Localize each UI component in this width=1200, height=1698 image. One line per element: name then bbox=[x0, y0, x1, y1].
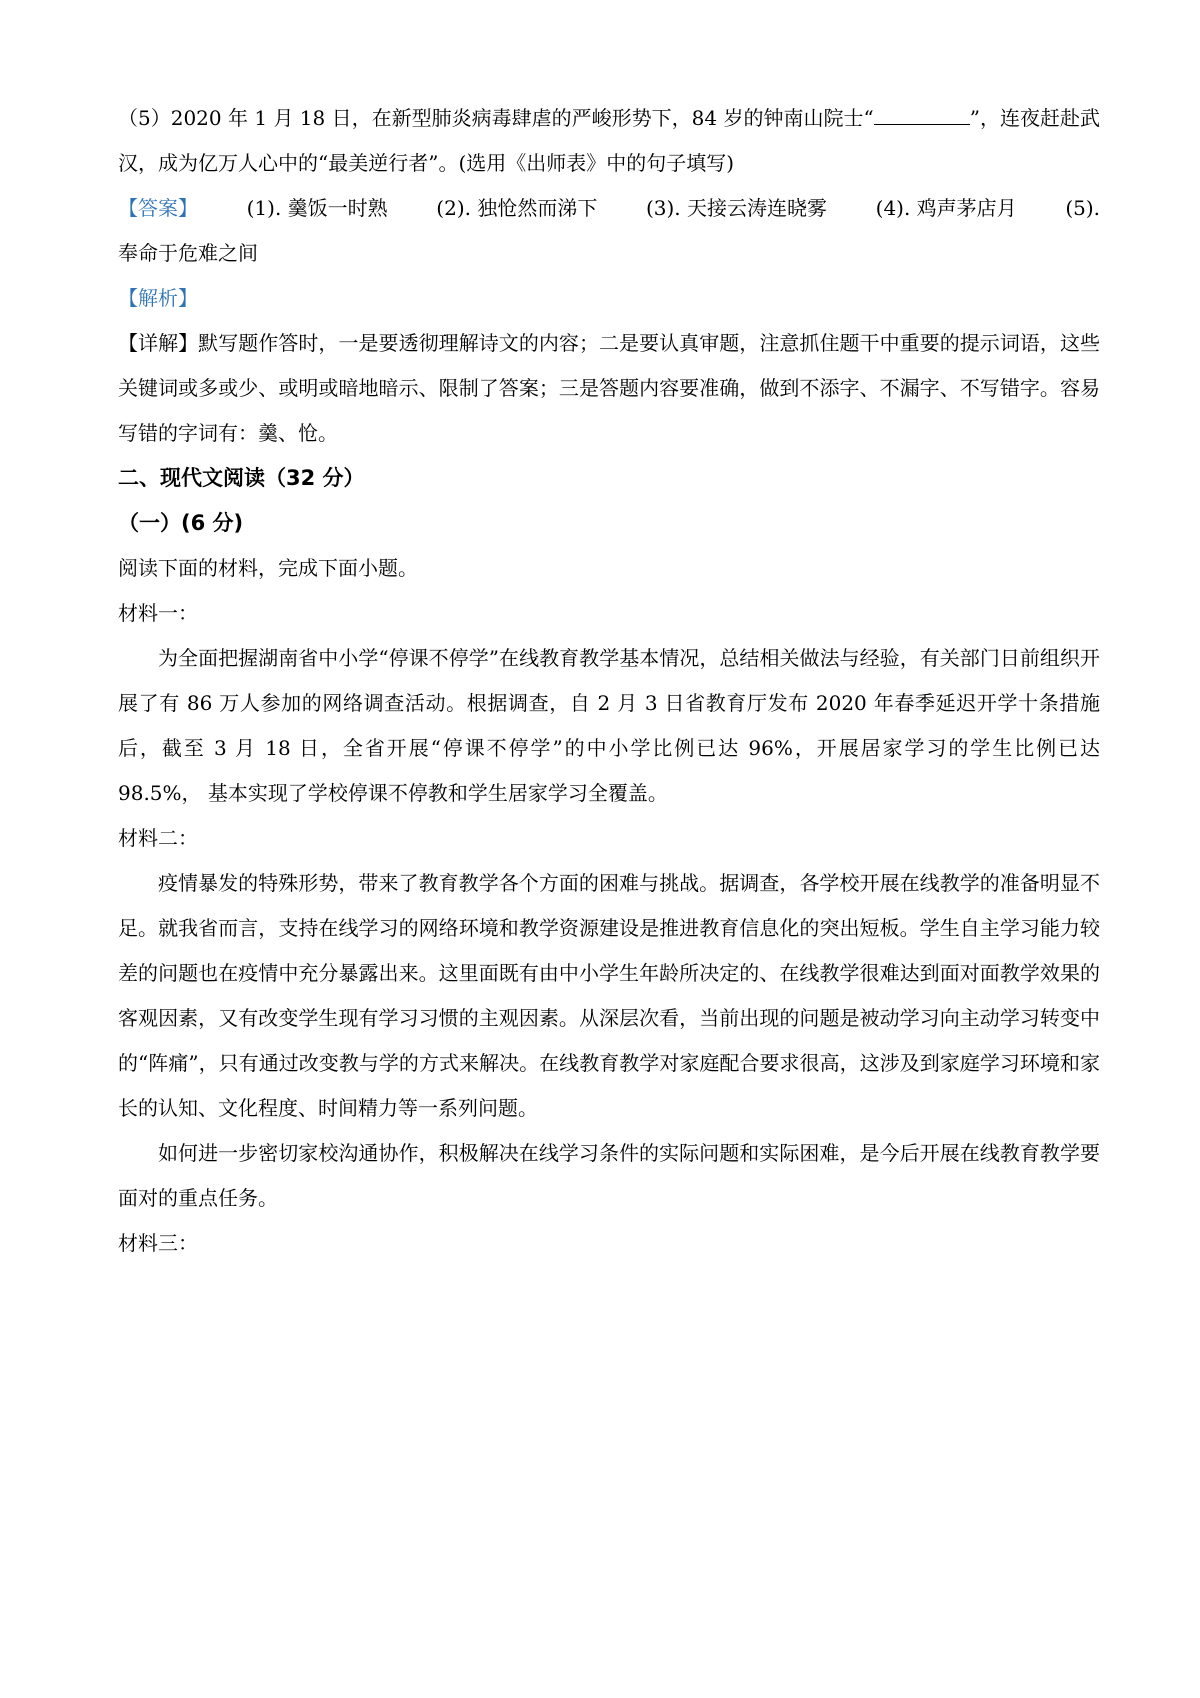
answer-item-1: (1). 羹饭一时熟 bbox=[246, 196, 388, 220]
material-1-text: 为全面把握湖南省中小学“停课不停学”在线教育教学基本情况，总结相关做法与经验，有关部门日前组织开展了有 86 万人参加的网络调查活动。根据调查，自 2 月 3 日省教育厅发布 2020 年春季延迟开学十条措施后，截至 3 月 18 日，全省开展“停课不停学”的中小学比例已达 96%，开展居家学习的学生比例已达 98.5%， 基本实现了学校停课不停教和学生居家学习全覆盖。 bbox=[118, 646, 1100, 805]
material-2-paragraph-2: 如何进一步密切家校沟通协作，积极解决在线学习条件的实际问题和实际困难，是今后开展在线教育教学要面对的重点任务。 bbox=[118, 1141, 1100, 1210]
q5-text-before: （5）2020 年 1 月 18 日，在新型肺炎病毒肆虐的严峻形势下，84 岁的钟南山院士“ bbox=[118, 106, 874, 130]
answer-item-4: (4). 鸡声茅店月 bbox=[875, 196, 1017, 220]
material-1-label: 材料一： bbox=[118, 601, 198, 625]
material-2-label: 材料二： bbox=[118, 826, 198, 850]
answer-item-2: (2). 独怆然而涕下 bbox=[436, 196, 598, 220]
answer-label: 【答案】 bbox=[118, 196, 198, 220]
fill-blank bbox=[874, 106, 970, 125]
question-5 bbox=[118, 96, 1100, 186]
reading-instruction: 阅读下面的材料，完成下面小题。 bbox=[118, 556, 418, 580]
answer-item-3: (3). 天接云涛连晓雾 bbox=[645, 196, 828, 220]
answer-item-5: (5). bbox=[1065, 196, 1100, 220]
material-3-label: 材料三： bbox=[118, 1231, 198, 1255]
q5-text-after: ”，连夜赶 bbox=[969, 106, 1060, 130]
analysis-label: 【解析】 bbox=[118, 286, 198, 310]
detail-paragraph: 【详解】默写题作答时，一是要透彻理解诗文的内容；二是要认真审题，注意抓住题干中重要的提示词语，这些关键词或多或少、或明或暗地暗示、限制了答案；三是答题内容要准确，做到不添字、不漏字、不写错字。容易写错的字词有：羹、怆。 bbox=[118, 331, 1100, 445]
section-2-title: 二、现代文阅读（32 分） bbox=[118, 466, 365, 490]
answer-row bbox=[118, 186, 1100, 231]
subsection-1-title: （一）(6 分) bbox=[118, 511, 244, 535]
q5-text-line2: 赴武汉，成为亿万人心中的“最美逆行者”。(选用《出师表》中的句子填写) bbox=[118, 106, 1101, 175]
material-2-paragraph-1: 疫情暴发的特殊形势，带来了教育教学各个方面的困难与挑战。据调查，各学校开展在线教学的准备明显不足。就我省而言，支持在线学习的网络环境和教学资源建设是推进教育信息化的突出短板。学生自主学习能力较差的问题也在疫情中充分暴露出来。这里面既有由中小学生年龄所决定的、在线教学很难达到面对面教学效果的客观因素，又有改变学生现有学习习惯的主观因素。从深层次看，当前出现的问题是被动学习向主动学习转变中的“阵痛”，只有通过改变教与学的方式来解决。在线教育教学对家庭配合要求很高，这涉及到家庭学习环境和家长的认知、文化程度、时间精力等一系列问题。 bbox=[118, 871, 1100, 1120]
document-page bbox=[118, 96, 1100, 1266]
answer-continuation: 奉命于危难之间 bbox=[118, 241, 258, 265]
